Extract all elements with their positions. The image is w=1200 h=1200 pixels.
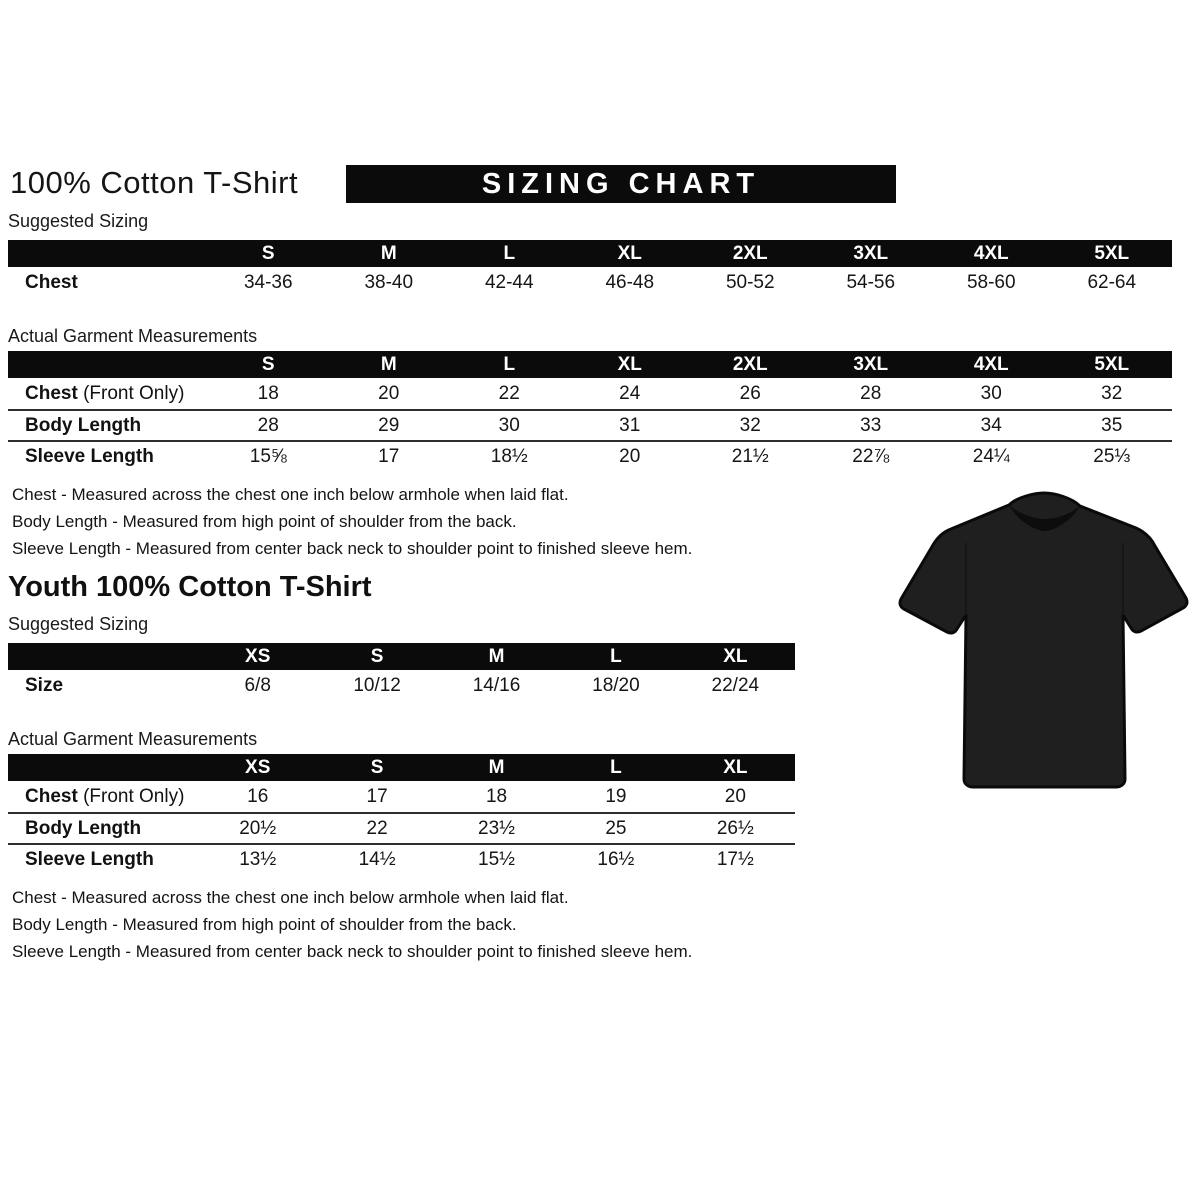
cell: 22 <box>366 817 388 839</box>
youth-garment-label: Actual Garment Measurements <box>8 729 258 749</box>
row-label: Sleeve Length <box>25 848 154 870</box>
cell: 33 <box>860 414 882 436</box>
adult-suggested-header-row <box>8 240 1172 267</box>
black-tshirt-image <box>893 483 1195 809</box>
page-title: 100% Cotton T-Shirt <box>10 165 299 200</box>
cell: 17 <box>366 785 388 807</box>
cell: 20½ <box>239 817 277 839</box>
youth-suggested-header-row <box>8 643 795 670</box>
cell: 50-52 <box>725 271 775 293</box>
cell: 34 <box>980 414 1002 436</box>
cell: 16½ <box>597 848 635 870</box>
tshirt-icon <box>893 483 1195 809</box>
col-header: 5XL <box>1094 242 1130 264</box>
cell: 54-56 <box>846 271 896 293</box>
col-header: 5XL <box>1094 353 1130 375</box>
col-header: M <box>488 756 505 778</box>
cell: 58-60 <box>966 271 1016 293</box>
cell: 35 <box>1101 414 1123 436</box>
col-header: 3XL <box>853 242 889 264</box>
col-header: XL <box>617 242 642 264</box>
table-row <box>8 440 1172 471</box>
cell: 32 <box>739 414 761 436</box>
table-row <box>8 843 795 874</box>
col-header: 2XL <box>732 353 768 375</box>
adult-suggested-table <box>8 240 1172 298</box>
cell: 30 <box>980 382 1002 404</box>
cell: 10/12 <box>353 674 401 696</box>
youth-title: Youth 100% Cotton T-Shirt <box>8 571 372 603</box>
col-header: S <box>261 242 275 264</box>
col-header: S <box>370 645 384 667</box>
note-line: Body Length - Measured from high point of shoulder from the back. <box>12 512 517 531</box>
cell: 32 <box>1101 382 1123 404</box>
youth-garment-table <box>8 754 795 874</box>
cell: 23½ <box>478 817 515 839</box>
cell: 26 <box>739 382 761 404</box>
col-header: XS <box>245 756 271 778</box>
youth-suggested-table <box>8 643 795 701</box>
cell: 42-44 <box>484 271 534 293</box>
col-header: L <box>610 756 622 778</box>
table-row <box>8 378 1172 409</box>
cell: 14/16 <box>472 674 521 696</box>
cell: 22 <box>498 382 520 404</box>
cell: 20 <box>724 785 746 807</box>
table-row <box>8 409 1172 440</box>
col-header: 4XL <box>973 353 1009 375</box>
row-label: Size <box>25 674 64 696</box>
col-header: XS <box>245 645 271 667</box>
cell: 30 <box>498 414 520 436</box>
cell: 38-40 <box>364 271 414 293</box>
col-header: L <box>503 353 516 375</box>
cell: 19 <box>605 785 627 807</box>
adult-garment-table <box>8 351 1172 471</box>
youth-measurement-notes <box>0 884 1200 965</box>
cell: 46-48 <box>605 271 655 293</box>
cell: 22/24 <box>711 674 760 696</box>
cell: 31 <box>619 414 641 436</box>
sizing-chart-banner-text: SIZING CHART <box>481 167 761 200</box>
cell: 18/20 <box>592 674 640 696</box>
row-label: Sleeve Length <box>25 445 154 467</box>
youth-garment-header-row <box>8 754 795 781</box>
header <box>0 165 1200 207</box>
col-header: XL <box>723 645 748 667</box>
cell: 21½ <box>731 445 769 467</box>
cell: 24¼ <box>972 445 1010 467</box>
cell: 17 <box>378 445 400 467</box>
note-line: Chest - Measured across the chest one inch below armhole when laid flat. <box>12 888 569 907</box>
table-row <box>8 781 795 812</box>
cell: 18 <box>257 382 279 404</box>
row-label: Chest (Front Only) <box>25 785 185 807</box>
col-header: XL <box>723 756 748 778</box>
cell: 25⅓ <box>1093 445 1131 467</box>
cell: 28 <box>860 382 882 404</box>
cell: 25 <box>605 817 627 839</box>
cell: 20 <box>378 382 400 404</box>
cell: 14½ <box>358 848 396 870</box>
table-row <box>8 812 795 843</box>
adult-garment-label: Actual Garment Measurements <box>8 326 258 346</box>
cell: 18½ <box>490 445 528 467</box>
cell: 13½ <box>239 848 277 870</box>
col-header: M <box>380 353 397 375</box>
col-header: L <box>503 242 516 264</box>
col-header: L <box>610 645 622 667</box>
col-header: 2XL <box>732 242 768 264</box>
youth-suggested-label: Suggested Sizing <box>8 614 149 634</box>
note-line: Chest - Measured across the chest one inch below armhole when laid flat. <box>12 485 569 504</box>
note-line: Body Length - Measured from high point of shoulder from the back. <box>12 915 517 934</box>
adult-garment-header-row <box>8 351 1172 378</box>
cell: 62-64 <box>1087 271 1137 293</box>
row-label: Chest <box>25 271 78 293</box>
cell: 17½ <box>716 848 754 870</box>
sizing-chart-banner <box>346 165 896 203</box>
note-line: Sleeve Length - Measured from center back neck to shoulder point to finished sleeve hem. <box>12 539 693 558</box>
row-label: Chest (Front Only) <box>25 382 185 404</box>
cell: 24 <box>619 382 641 404</box>
cell: 28 <box>257 414 279 436</box>
cell: 34-36 <box>243 271 293 293</box>
cell: 29 <box>378 414 400 436</box>
cell: 22⅞ <box>852 445 890 467</box>
cell: 26½ <box>716 817 754 839</box>
col-header: M <box>488 645 505 667</box>
cell: 18 <box>485 785 508 807</box>
table-row <box>8 670 795 701</box>
adult-suggested-label: Suggested Sizing <box>8 211 149 231</box>
table-row <box>8 267 1172 298</box>
row-label: Body Length <box>25 414 142 436</box>
cell: 6/8 <box>244 674 271 696</box>
col-header: S <box>370 756 384 778</box>
row-label: Body Length <box>25 817 142 839</box>
cell: 20 <box>619 445 641 467</box>
col-header: 4XL <box>973 242 1009 264</box>
col-header: XL <box>617 353 642 375</box>
col-header: S <box>261 353 275 375</box>
note-line: Sleeve Length - Measured from center back neck to shoulder point to finished sleeve hem. <box>12 942 693 961</box>
col-header: 3XL <box>853 353 889 375</box>
cell: 15⅝ <box>249 445 287 467</box>
col-header: M <box>380 242 397 264</box>
cell: 16 <box>247 785 269 807</box>
cell: 15½ <box>478 848 515 870</box>
